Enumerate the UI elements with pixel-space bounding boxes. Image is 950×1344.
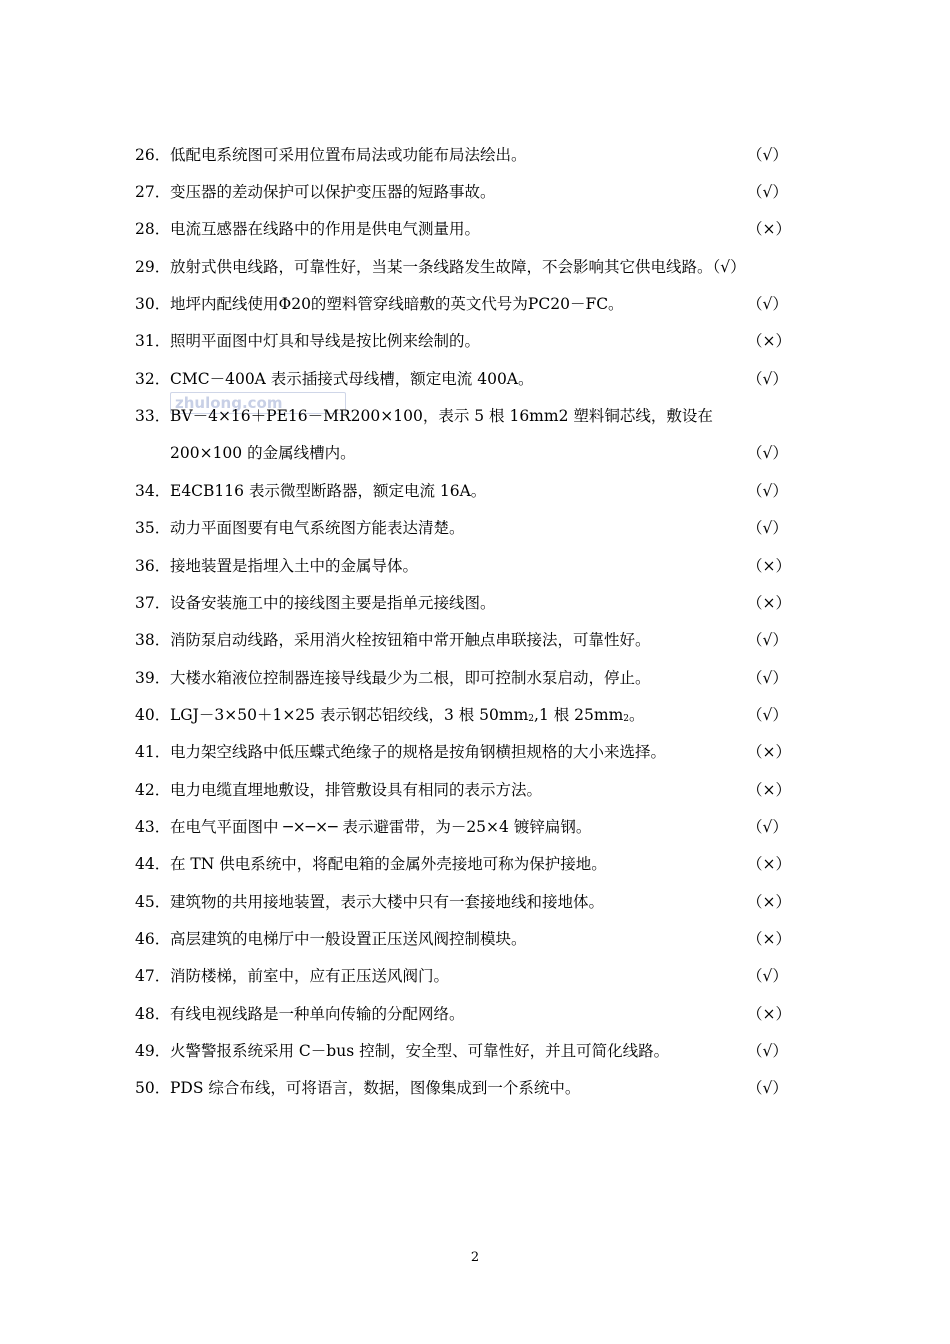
question-text: 设备安装施工中的接线图主要是指单元接线图。 (170, 594, 496, 612)
question-number: 35． (135, 519, 171, 537)
question-text: PDS 综合布线，可将语言，数据，图像集成到一个系统中。 (170, 1079, 581, 1097)
question-answer: （√） (747, 631, 788, 649)
question-text: CMC－400A 表示插接式母线槽，额定电流 400A。 (170, 370, 534, 388)
question-34 (0, 476, 950, 506)
question-text: 放射式供电线路，可靠性好，当某一条线路发生故障，不会影响其它供电线路。（√） (170, 258, 746, 276)
question-26 (0, 140, 950, 170)
question-number: 42． (135, 781, 171, 799)
question-text: 接地装置是指埋入土中的金属导体。 (170, 557, 419, 575)
question-36 (0, 551, 950, 581)
question-text-continuation: 200×100 的金属线槽内。 (170, 444, 356, 462)
question-number: 39． (135, 669, 171, 687)
question-number: 34． (135, 482, 171, 500)
question-text: 电流互感器在线路中的作用是供电气测量用。 (170, 220, 481, 238)
question-33-continuation (0, 438, 950, 468)
question-31 (0, 326, 950, 356)
question-number: 33． (135, 407, 171, 425)
question-30 (0, 289, 950, 319)
question-answer: （√） (747, 967, 788, 985)
question-number: 28． (135, 220, 171, 238)
question-number: 38． (135, 631, 171, 649)
question-39 (0, 663, 950, 693)
question-47 (0, 961, 950, 991)
question-answer: （×） (747, 781, 791, 799)
question-text: 在 TN 供电系统中，将配电箱的金属外壳接地可称为保护接地。 (170, 855, 607, 873)
question-text: 在电气平面图中 ─×─×─ 表示避雷带，为－25×4 镀锌扁钢。 (170, 818, 592, 836)
question-text: 高层建筑的电梯厅中一般设置正压送风阀控制模块。 (170, 930, 527, 948)
question-text: BV－4×16＋PE16－MR200×100，表示 5 根 16mm2 塑料铜芯线，敷设在 (170, 407, 713, 425)
question-number: 49． (135, 1042, 171, 1060)
question-text: 低配电系统图可采用位置布局法或功能布局法绘出。 (170, 146, 527, 164)
unit-subscript: 2 (623, 714, 630, 724)
question-answer: （×） (747, 332, 791, 350)
question-answer: （×） (747, 930, 791, 948)
question-answer: （√） (747, 295, 788, 313)
question-text: 变压器的差动保护可以保护变压器的短路事故。 (170, 183, 496, 201)
question-text: 消防泵启动线路，采用消火栓按钮箱中常开触点串联接法，可靠性好。 (170, 631, 651, 649)
question-text: 消防楼梯，前室中，应有正压送风阀门。 (170, 967, 450, 985)
question-number: 50． (135, 1079, 171, 1097)
question-text: 照明平面图中灯具和导线是按比例来绘制的。 (170, 332, 481, 350)
question-answer: （×） (747, 220, 791, 238)
question-text: 有线电视线路是一种单向传输的分配网络。 (170, 1005, 465, 1023)
question-answer: （√） (747, 1079, 788, 1097)
text-part-c: 。 (629, 706, 645, 724)
question-37 (0, 588, 950, 618)
question-44 (0, 849, 950, 879)
question-46 (0, 924, 950, 954)
question-32 (0, 364, 950, 394)
question-text: 火警警报系统采用 C－bus 控制，安全型、可靠性好，并且可简化线路。 (170, 1042, 670, 1060)
question-number: 36． (135, 557, 171, 575)
question-answer: （√） (747, 519, 788, 537)
question-number: 30． (135, 295, 171, 313)
question-answer: （×） (747, 594, 791, 612)
question-48 (0, 999, 950, 1029)
question-35 (0, 513, 950, 543)
question-text: 电力电缆直埋地敷设，排管敷设具有相同的表示方法。 (170, 781, 543, 799)
question-number: 43． (135, 818, 171, 836)
question-28 (0, 214, 950, 244)
question-answer: （×） (747, 743, 791, 761)
watermark: zhulong.com (170, 392, 346, 414)
question-answer: （√） (747, 370, 788, 388)
page-number: 2 (470, 1250, 480, 1265)
question-27 (0, 177, 950, 207)
question-number: 26． (135, 146, 171, 164)
question-text: 电力架空线路中低压蝶式绝缘子的规格是按角钢横担规格的大小来选择。 (170, 743, 667, 761)
question-45 (0, 887, 950, 917)
question-answer: （×） (747, 893, 791, 911)
question-text: 大楼水箱液位控制器连接导线最少为二根，即可控制水泵启动，停止。 (170, 669, 651, 687)
question-answer: （√） (747, 706, 788, 724)
question-number: 27． (135, 183, 171, 201)
question-text (170, 700, 645, 734)
question-text: 地坪内配线使用Φ20的塑料管穿线暗敷的英文代号为PC20－FC。 (170, 295, 624, 313)
question-number: 37． (135, 594, 171, 612)
question-text: E4CB116 表示微型断路器，额定电流 16A。 (170, 482, 487, 500)
question-answer: （×） (747, 557, 791, 575)
question-text: 建筑物的共用接地装置，表示大楼中只有一套接地线和接地体。 (170, 893, 605, 911)
question-41 (0, 737, 950, 767)
question-answer: （√） (747, 1042, 788, 1060)
question-answer: （√） (747, 818, 788, 836)
question-number: 48． (135, 1005, 171, 1023)
text-part-a: LGJ－3×50＋1×25 表示钢芯铝绞线，3 根 50mm (170, 706, 529, 724)
question-answer: （√） (747, 183, 788, 201)
question-answer: （√） (747, 444, 788, 462)
question-answer: （√） (747, 146, 788, 164)
question-answer: （√） (747, 669, 788, 687)
question-number: 40． (135, 706, 171, 724)
question-42 (0, 775, 950, 805)
question-number: 46． (135, 930, 171, 948)
question-49 (0, 1036, 950, 1066)
unit-subscript: 2 (528, 714, 535, 724)
question-answer: （×） (747, 1005, 791, 1023)
question-number: 29． (135, 258, 171, 276)
question-number: 41． (135, 743, 171, 761)
question-33 (0, 401, 950, 431)
question-number: 47． (135, 967, 171, 985)
question-number: 45． (135, 893, 171, 911)
question-50 (0, 1073, 950, 1103)
question-answer: （√） (747, 482, 788, 500)
question-answer: （×） (747, 855, 791, 873)
question-29 (0, 252, 950, 282)
question-number: 44． (135, 855, 171, 873)
question-number: 32． (135, 370, 171, 388)
question-38 (0, 625, 950, 655)
question-40 (0, 700, 950, 730)
question-number: 31． (135, 332, 171, 350)
question-text: 动力平面图要有电气系统图方能表达清楚。 (170, 519, 465, 537)
question-43 (0, 812, 950, 842)
text-part-b: ,1 根 25mm (534, 706, 624, 724)
